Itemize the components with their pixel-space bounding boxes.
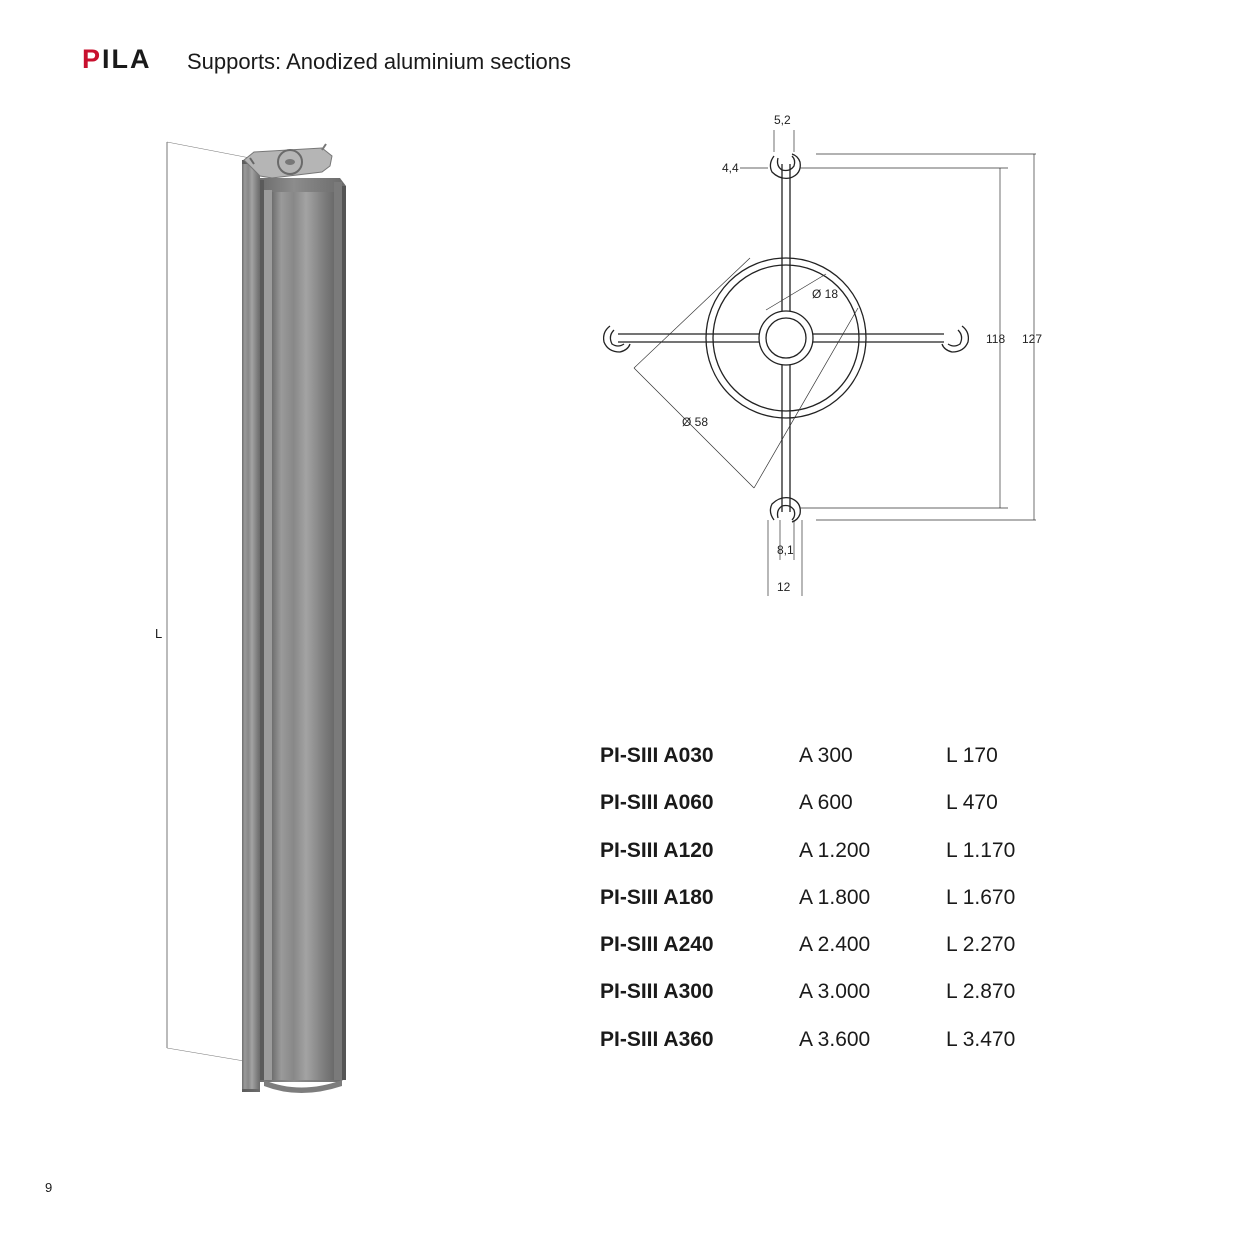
table-row: [600, 980, 1100, 1027]
product-code: PI-SIII A240: [600, 933, 714, 957]
size-a: A 3.600: [799, 1027, 871, 1051]
size-l: L 1.170: [946, 838, 1016, 862]
inner-tube-inner: [766, 318, 806, 358]
inner-tube: [759, 311, 813, 365]
product-code: PI-SIII A300: [600, 980, 714, 1004]
dim-top-slot: 5,2: [774, 113, 791, 127]
dim-slot-outer: 12: [777, 580, 791, 594]
product-code: PI-SIII A360: [600, 1027, 714, 1051]
brand-first-letter: P: [82, 44, 103, 74]
brand-logo: [82, 44, 152, 75]
product-code: PI-SIII A060: [600, 791, 714, 815]
table-row: [600, 1028, 1100, 1075]
product-code: PI-SIII A030: [600, 744, 714, 767]
table-row: [600, 933, 1100, 980]
table-row: [600, 791, 1100, 838]
product-code: PI-SIII A180: [600, 885, 714, 909]
size-l: L 170: [946, 744, 998, 767]
dim-height-inner: 118: [986, 332, 1006, 346]
size-a: A 300: [799, 744, 853, 767]
size-a: A 3.000: [799, 980, 871, 1004]
size-a: A 600: [799, 791, 853, 815]
table-row: [600, 886, 1100, 933]
dimension-line-l: [167, 142, 250, 1062]
size-l: L 2.870: [946, 980, 1016, 1004]
size-a: A 1.200: [799, 838, 871, 862]
outer-ring: [706, 258, 866, 418]
table-row: [600, 839, 1100, 886]
size-a: A 2.400: [799, 933, 871, 957]
dim-outer-diameter: Ø 58: [682, 415, 709, 429]
profile-3d-view: [150, 130, 370, 1100]
dimension-label-l: L: [155, 626, 163, 641]
size-a: A 1.800: [799, 885, 871, 909]
brand-rest: ILA: [102, 44, 152, 74]
spec-table: [600, 744, 1100, 1075]
cross-section-drawing: [590, 100, 1090, 610]
dim-height-outer: 127: [1022, 332, 1043, 346]
profile-3d-image: [150, 130, 370, 1100]
size-l: L 470: [946, 791, 998, 815]
page-subtitle: Supports: Anodized aluminium sections: [187, 49, 571, 74]
table-row: [600, 744, 1100, 791]
size-l: L 1.670: [946, 885, 1016, 909]
page-number: 9: [45, 1180, 53, 1195]
dim-inner-diameter: Ø 18: [812, 287, 839, 301]
dim-slot-inner: 8,1: [777, 543, 794, 557]
size-l: L 3.470: [946, 1027, 1016, 1051]
dimension-lines: [634, 130, 1036, 596]
product-code: PI-SIII A120: [600, 838, 714, 862]
size-l: L 2.270: [946, 933, 1016, 957]
dim-lip: 4,4: [722, 161, 739, 175]
cross-section-svg: [590, 100, 1090, 610]
